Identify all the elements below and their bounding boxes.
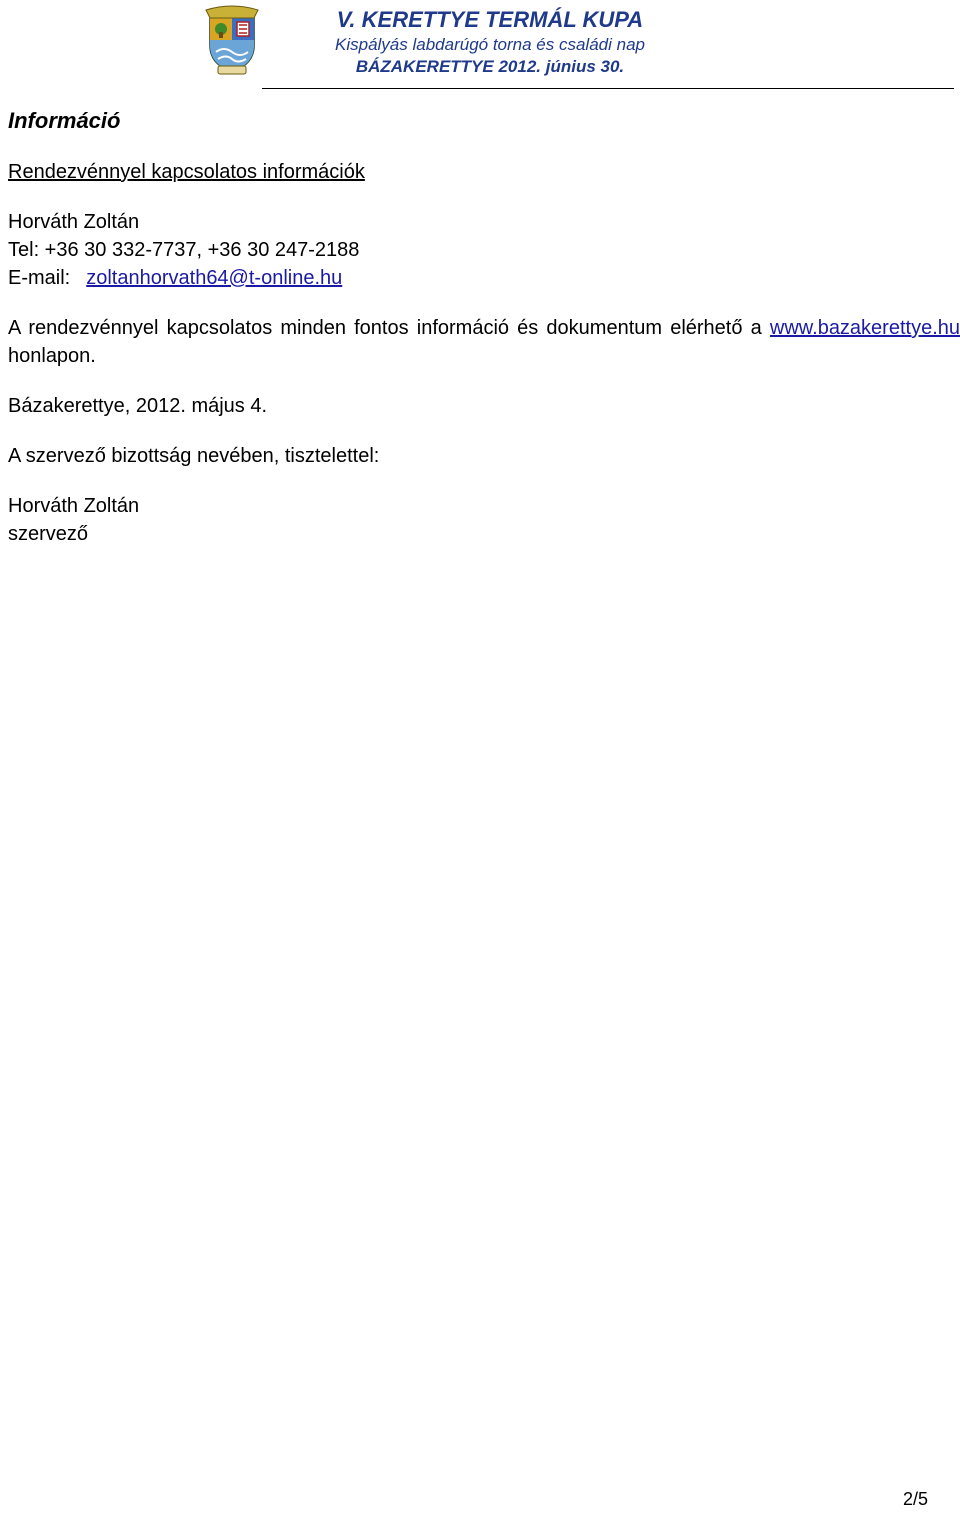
signature-name: Horváth Zoltán	[8, 495, 140, 517]
coat-of-arms-logo	[204, 4, 260, 76]
closing-line: A szervező bizottság nevében, tisztelettel:	[8, 445, 380, 467]
document-body	[8, 106, 960, 548]
contact-block	[8, 208, 960, 292]
section-heading: Információ	[8, 108, 121, 133]
contact-phone: Tel: +36 30 332-7737, +36 30 247-2188	[8, 239, 360, 261]
signature-block	[8, 492, 960, 548]
email-link[interactable]: zoltanhorvath64@t-online.hu	[86, 267, 343, 289]
page-header	[0, 0, 960, 92]
page-number: 2/5	[902, 1489, 928, 1509]
info-text: A rendezvénnyel kapcsolatos minden fontos információ és dokumentum elérhető a	[8, 317, 762, 339]
place-date: Bázakerettye, 2012. május 4.	[8, 395, 268, 417]
info-text-end: honlapon.	[8, 345, 96, 367]
contact-name: Horváth Zoltán	[8, 211, 140, 233]
contact-email-line	[8, 264, 960, 292]
event-title: V. KERETTYE TERMÁL KUPA	[336, 7, 644, 32]
signature-role: szervező	[8, 523, 89, 545]
email-label: E-mail:	[8, 267, 71, 289]
website-link[interactable]: www.bazakerettye.hu	[769, 317, 960, 339]
header-text	[300, 6, 680, 78]
header-divider	[262, 88, 954, 89]
info-paragraph	[8, 314, 960, 370]
section-subheading: Rendezvénnyel kapcsolatos információk	[8, 161, 365, 183]
event-date: BÁZAKERETTYE 2012. június 30.	[355, 57, 625, 76]
event-subtitle: Kispályás labdarúgó torna és családi nap	[335, 35, 645, 54]
